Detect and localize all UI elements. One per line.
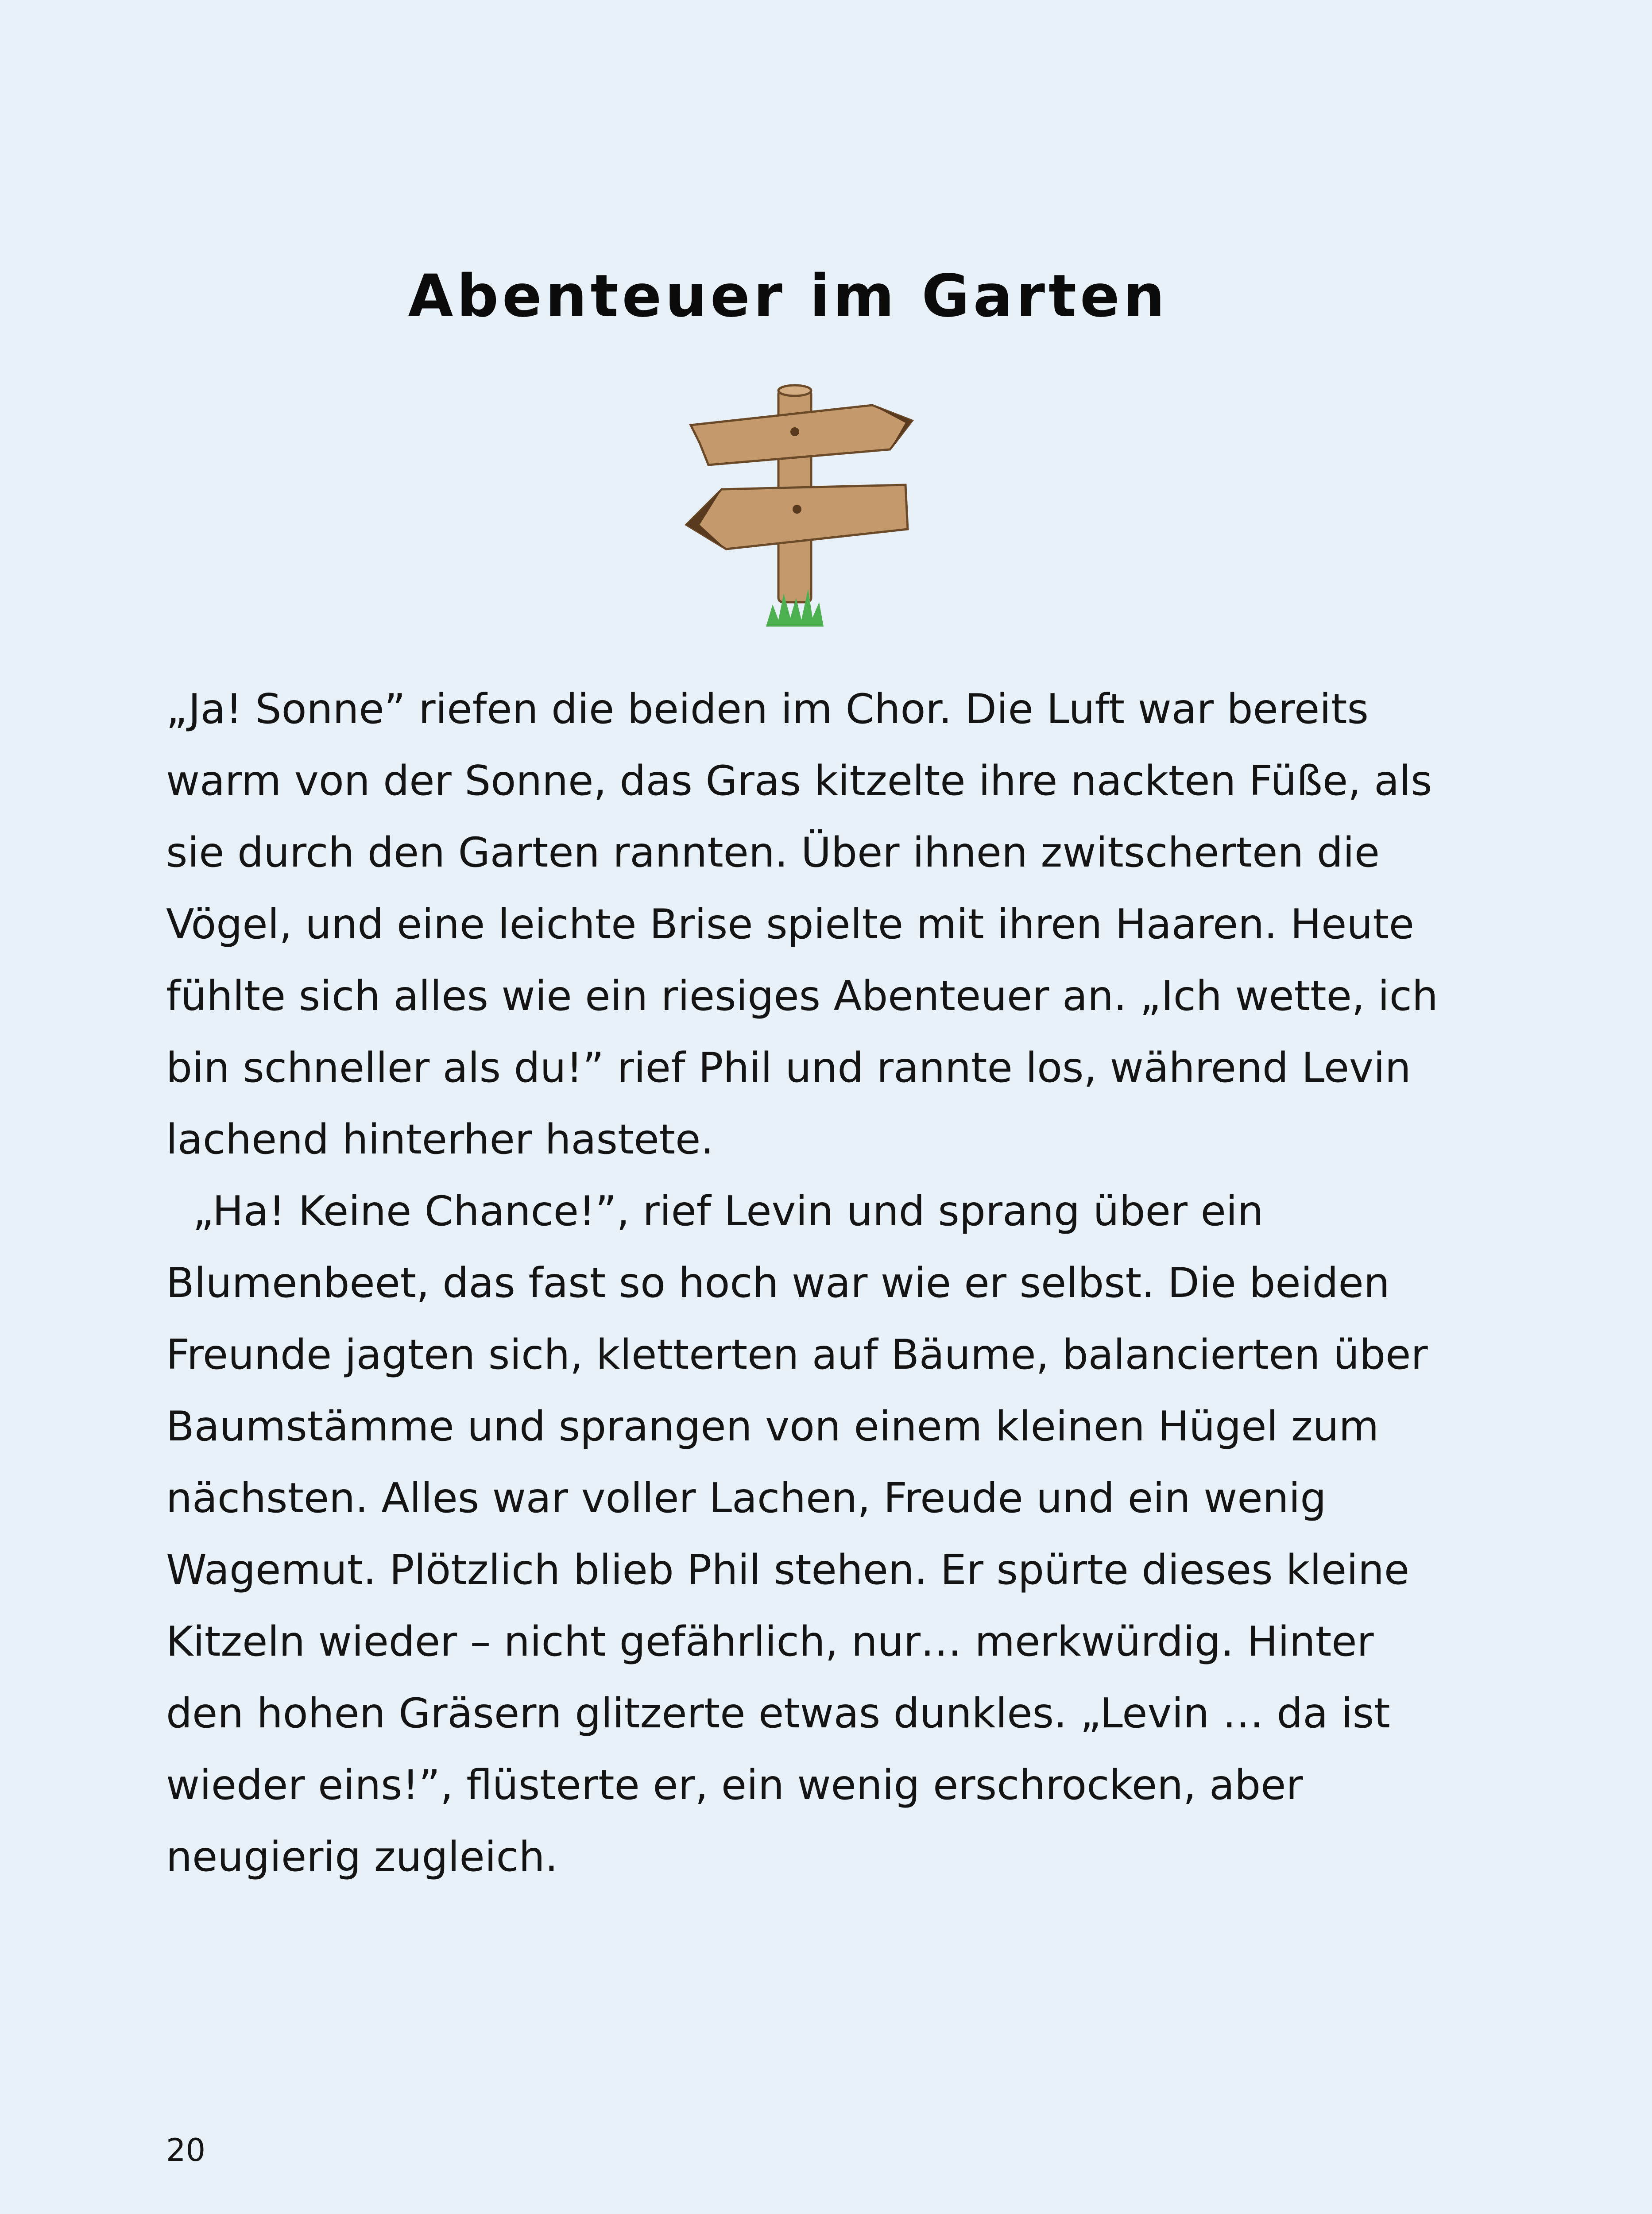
page-title: Abenteuer im Garten: [408, 262, 1168, 330]
story-text: [166, 673, 1450, 1893]
paragraph: „Ha! Keine Chance!”, rief Levin und sprang über ein Blumenbeet, das fast so hoch war wie er selbst. Die beiden Freunde jagten sich, kletterten auf Bäume, balancierten über Baumstämme und sprangen von einem kleinen Hügel zum nächsten. Alles war voller Lachen, Freude und ein wenig Wagemut. Plötzlich blieb Phil stehen. Er spürte dieses kleine Kitzeln wieder – nicht gefährlich, nur… merkwürdig. Hinter den hohen Gräsern glitzerte etwas dunkles. „Levin … da ist wieder eins!”, flüsterte er, ein wenig erschrocken, aber neugierig zugleich.: [166, 1187, 1428, 1881]
wooden-signpost-icon: [682, 381, 939, 629]
paragraph: „Ja! Sonne” riefen die beiden im Chor. Die Luft war bereits warm von der Sonne, das Gras kitzelte ihre nackten Füße, als sie durch den Garten rannten. Über ihnen zwitscherten die Vögel, und eine leichte Brise spielte mit ihren Haaren. Heute fühlte sich alles wie ein riesiges Abenteuer an. „Ich wette, ich bin schneller als du!” rief Phil und rannte los, während Levin lachend hinterher hastete.: [166, 685, 1438, 1163]
page-number: 20: [166, 2132, 206, 2168]
